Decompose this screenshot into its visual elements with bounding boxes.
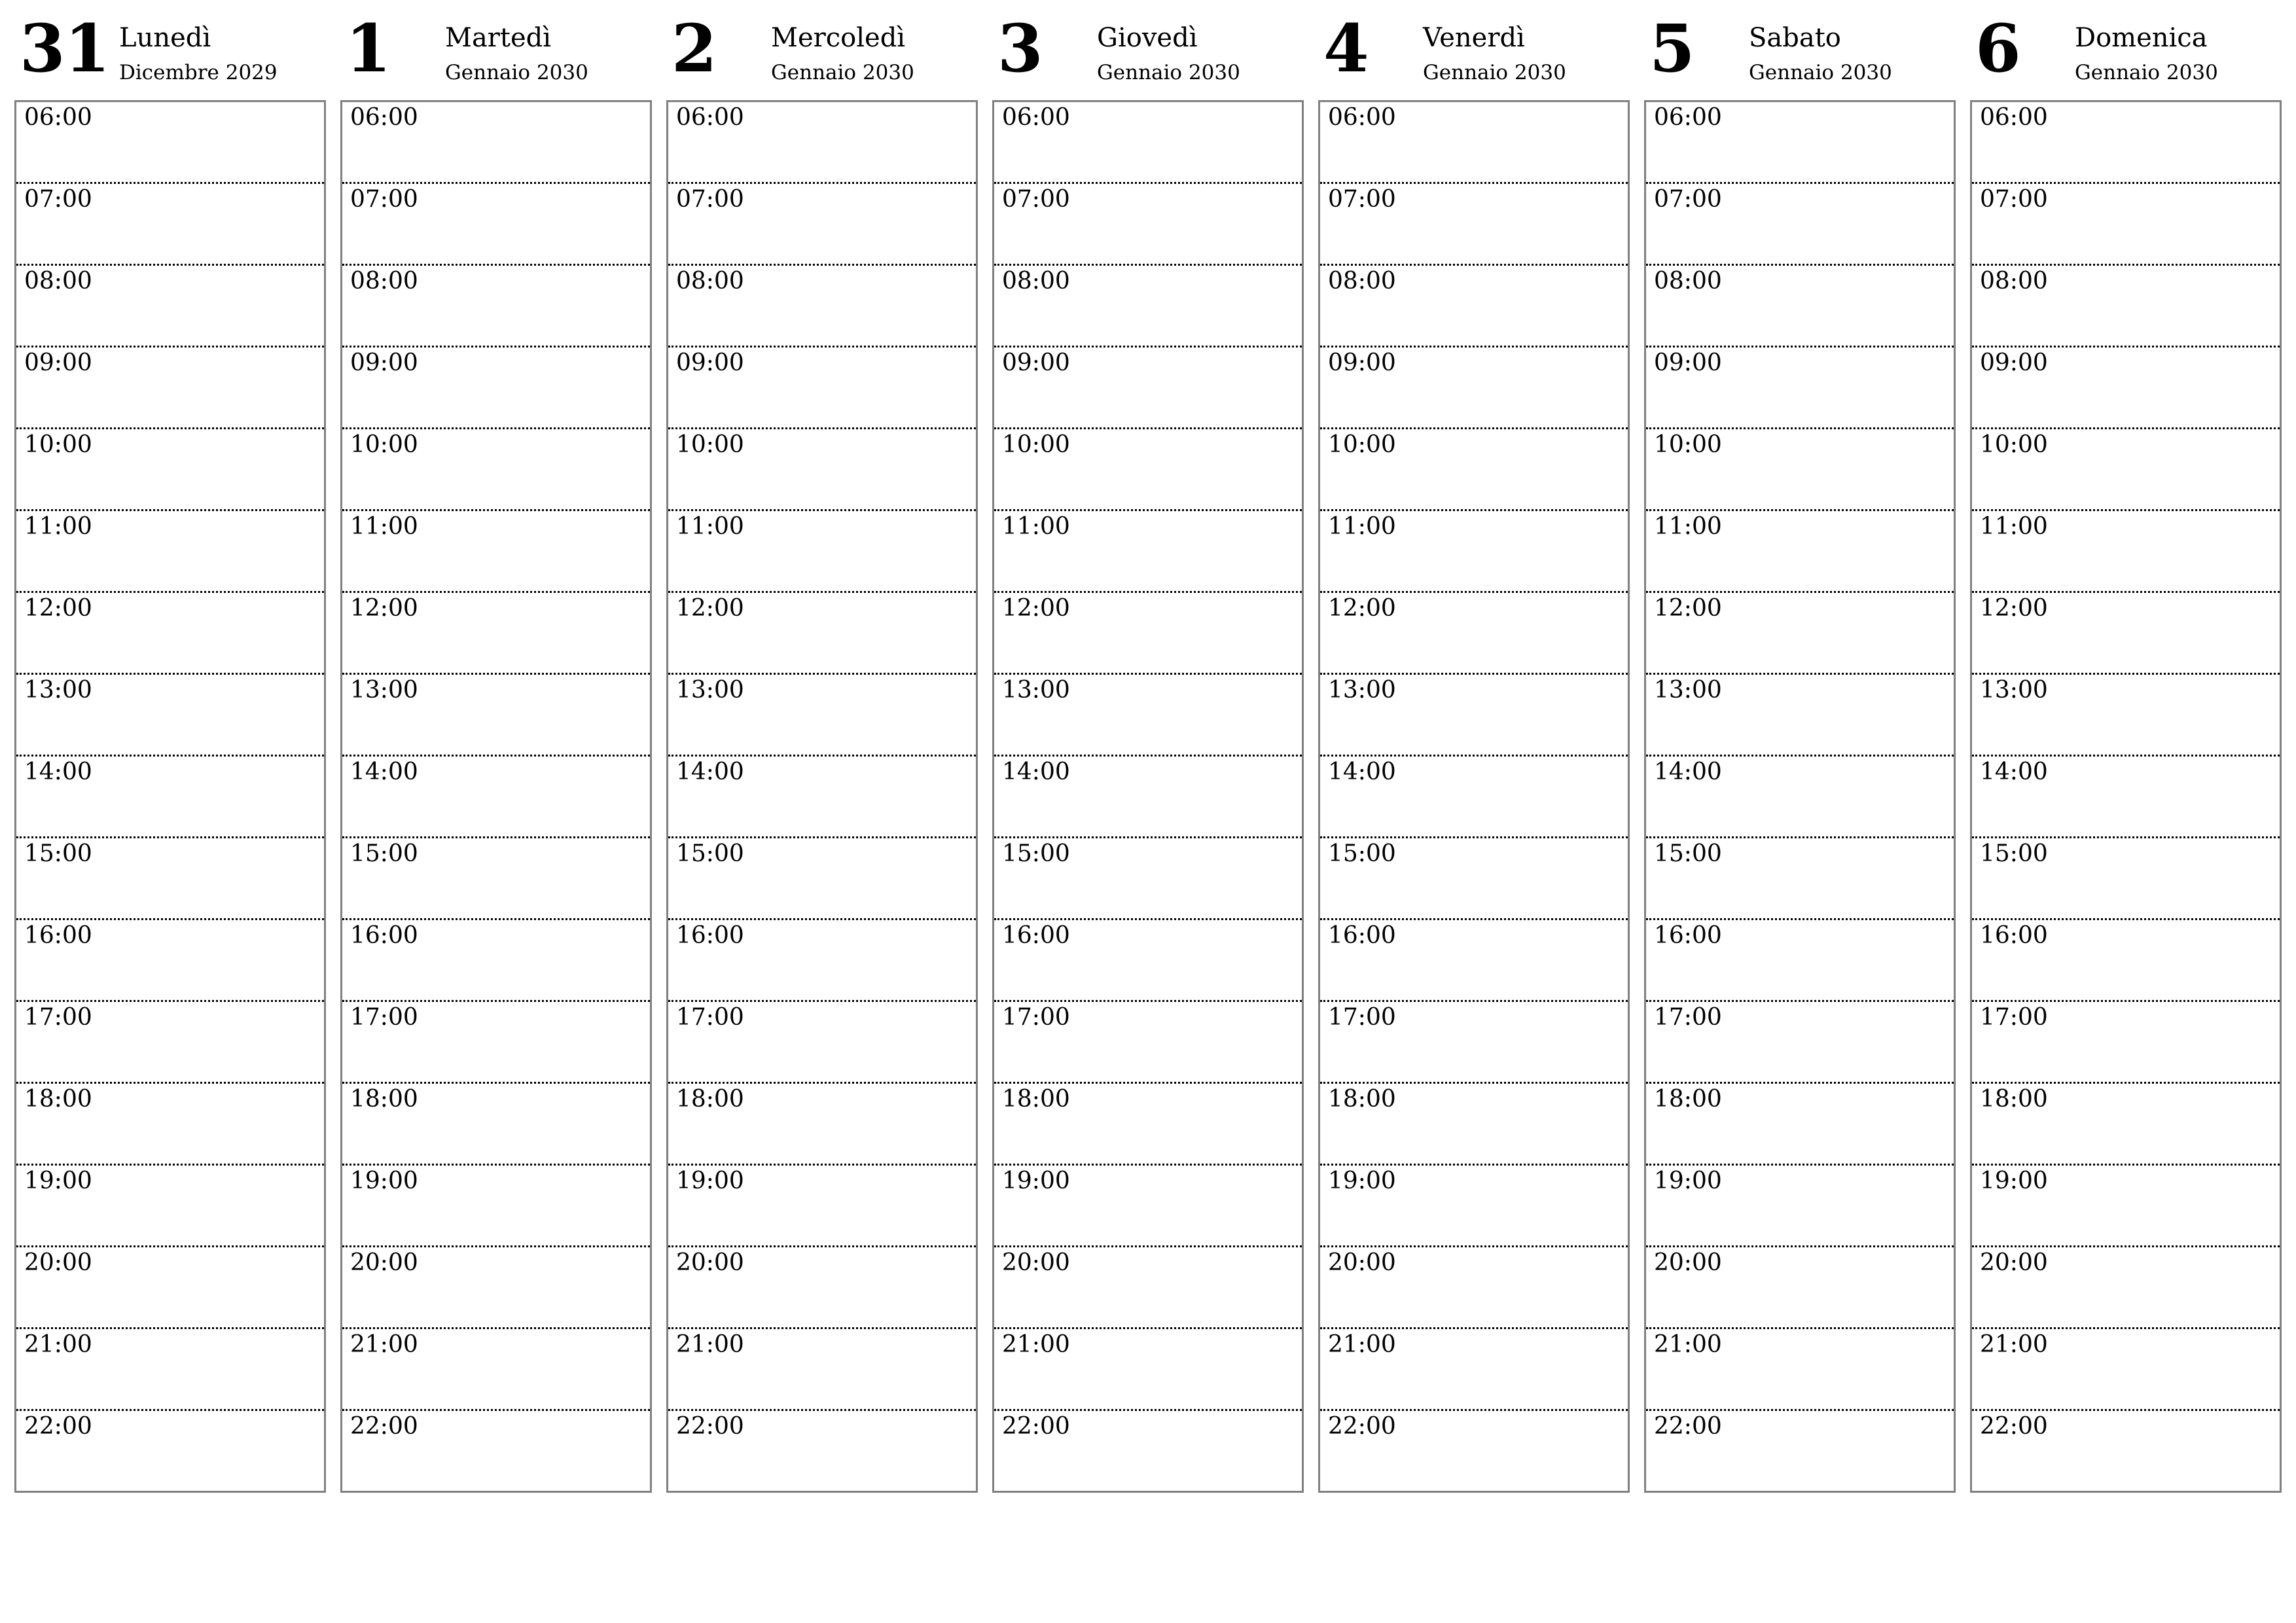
weekly-planner	[14, 0, 2296, 1505]
time-slot[interactable]	[342, 266, 650, 348]
time-label: 11:00	[1654, 513, 1722, 540]
time-slot[interactable]	[342, 102, 650, 184]
time-slot[interactable]	[16, 1166, 324, 1247]
time-label: 22:00	[350, 1413, 418, 1440]
time-slot[interactable]	[994, 1411, 1302, 1493]
time-slot[interactable]	[1320, 593, 1628, 675]
time-label: 13:00	[1654, 677, 1722, 704]
time-slot[interactable]	[994, 1002, 1302, 1084]
time-label: 21:00	[1654, 1331, 1722, 1358]
time-label: 09:00	[1002, 349, 1070, 376]
time-label: 12:00	[24, 595, 92, 622]
time-slot[interactable]	[668, 593, 976, 675]
time-label: 18:00	[24, 1086, 92, 1113]
month-label: Dicembre 2029	[119, 61, 278, 84]
time-label: 08:00	[1980, 268, 2048, 294]
day-header	[666, 0, 979, 98]
day-number: 3	[997, 10, 1043, 87]
time-label: 14:00	[1980, 758, 2048, 785]
time-slot[interactable]	[668, 1411, 976, 1493]
time-slot[interactable]	[1972, 1329, 2280, 1411]
time-slot[interactable]	[16, 920, 324, 1002]
day-schedule-box	[1970, 100, 2282, 1493]
time-label: 07:00	[350, 186, 418, 213]
time-label: 06:00	[1654, 104, 1722, 131]
time-slot[interactable]	[1972, 1166, 2280, 1247]
time-slot[interactable]	[1646, 593, 1954, 675]
day-number: 31	[20, 10, 110, 87]
time-label: 13:00	[1980, 677, 2048, 704]
time-slot[interactable]	[668, 757, 976, 838]
time-label: 06:00	[24, 104, 92, 131]
time-label: 20:00	[676, 1249, 744, 1276]
time-label: 13:00	[1002, 677, 1070, 704]
time-label: 15:00	[1328, 840, 1396, 867]
time-slot[interactable]	[1646, 675, 1954, 757]
time-label: 07:00	[1328, 186, 1396, 213]
time-label: 08:00	[1002, 268, 1070, 294]
day-schedule-box	[340, 100, 652, 1493]
time-label: 14:00	[676, 758, 744, 785]
month-label: Gennaio 2030	[445, 61, 588, 84]
time-slot[interactable]	[994, 102, 1302, 184]
time-label: 10:00	[676, 431, 744, 458]
time-slot[interactable]	[16, 593, 324, 675]
time-label: 12:00	[1654, 595, 1722, 622]
time-label: 10:00	[1002, 431, 1070, 458]
time-slot[interactable]	[16, 757, 324, 838]
day-column	[992, 0, 1305, 1505]
time-slot[interactable]	[1320, 757, 1628, 838]
time-slot[interactable]	[668, 102, 976, 184]
time-slot[interactable]	[1646, 102, 1954, 184]
time-slot[interactable]	[342, 838, 650, 920]
day-schedule-box	[666, 100, 978, 1493]
time-label: 16:00	[676, 922, 744, 949]
time-label: 15:00	[24, 840, 92, 867]
time-slot[interactable]	[1320, 511, 1628, 593]
time-slot[interactable]	[994, 757, 1302, 838]
time-label: 10:00	[1328, 431, 1396, 458]
time-label: 22:00	[1002, 1413, 1070, 1440]
time-label: 07:00	[1654, 186, 1722, 213]
time-slot[interactable]	[342, 1329, 650, 1411]
time-label: 20:00	[1654, 1249, 1722, 1276]
time-slot[interactable]	[1320, 1247, 1628, 1329]
time-label: 21:00	[676, 1331, 744, 1358]
day-number: 4	[1323, 10, 1369, 87]
time-slot[interactable]	[1972, 1411, 2280, 1493]
time-slot[interactable]	[1646, 1411, 1954, 1493]
day-name: Sabato	[1749, 23, 1841, 53]
time-label: 08:00	[1654, 268, 1722, 294]
time-label: 14:00	[1654, 758, 1722, 785]
time-label: 21:00	[1002, 1331, 1070, 1358]
day-name: Mercoledì	[771, 23, 906, 53]
time-label: 22:00	[1980, 1413, 2048, 1440]
time-slot[interactable]	[668, 184, 976, 266]
time-slot[interactable]	[1320, 920, 1628, 1002]
time-slot[interactable]	[1646, 838, 1954, 920]
time-slot[interactable]	[994, 429, 1302, 511]
time-slot[interactable]	[1320, 1166, 1628, 1247]
time-label: 22:00	[676, 1413, 744, 1440]
month-label: Gennaio 2030	[1097, 61, 1240, 84]
time-label: 17:00	[1980, 1004, 2048, 1031]
time-slot[interactable]	[668, 1329, 976, 1411]
time-slot[interactable]	[1646, 429, 1954, 511]
time-label: 21:00	[1328, 1331, 1396, 1358]
time-slot[interactable]	[1646, 1166, 1954, 1247]
day-schedule-box	[1318, 100, 1630, 1493]
day-name: Venerdì	[1423, 23, 1525, 53]
time-label: 21:00	[24, 1331, 92, 1358]
time-label: 08:00	[350, 268, 418, 294]
time-slot[interactable]	[16, 1247, 324, 1329]
time-slot[interactable]	[16, 266, 324, 348]
time-slot[interactable]	[668, 511, 976, 593]
time-label: 16:00	[24, 922, 92, 949]
time-label: 08:00	[24, 268, 92, 294]
time-label: 17:00	[24, 1004, 92, 1031]
time-slot[interactable]	[342, 1084, 650, 1166]
day-schedule-box	[14, 100, 326, 1493]
time-label: 19:00	[350, 1168, 418, 1194]
time-slot[interactable]	[16, 1329, 324, 1411]
time-slot[interactable]	[994, 1084, 1302, 1166]
time-slot[interactable]	[1972, 838, 2280, 920]
time-slot[interactable]	[1972, 675, 2280, 757]
time-slot[interactable]	[1320, 1084, 1628, 1166]
time-label: 20:00	[1328, 1249, 1396, 1276]
day-column	[1644, 0, 1957, 1505]
time-slot[interactable]	[1646, 757, 1954, 838]
time-label: 16:00	[1654, 922, 1722, 949]
time-label: 09:00	[1980, 349, 2048, 376]
time-slot[interactable]	[342, 593, 650, 675]
time-slot[interactable]	[1972, 1247, 2280, 1329]
time-label: 06:00	[1002, 104, 1070, 131]
time-label: 08:00	[1328, 268, 1396, 294]
time-label: 22:00	[24, 1413, 92, 1440]
time-slot[interactable]	[16, 675, 324, 757]
time-label: 11:00	[1980, 513, 2048, 540]
time-slot[interactable]	[1320, 429, 1628, 511]
time-slot[interactable]	[994, 1166, 1302, 1247]
time-slot[interactable]	[1646, 511, 1954, 593]
day-name: Domenica	[2075, 23, 2208, 53]
time-label: 19:00	[676, 1168, 744, 1194]
month-label: Gennaio 2030	[771, 61, 914, 84]
time-slot[interactable]	[1320, 348, 1628, 429]
time-slot[interactable]	[1972, 348, 2280, 429]
time-label: 07:00	[24, 186, 92, 213]
day-schedule-box	[992, 100, 1304, 1493]
time-slot[interactable]	[16, 838, 324, 920]
time-slot[interactable]	[1972, 429, 2280, 511]
time-slot[interactable]	[16, 348, 324, 429]
time-label: 06:00	[1980, 104, 2048, 131]
time-slot[interactable]	[342, 1166, 650, 1247]
day-name: Martedì	[445, 23, 552, 53]
time-label: 17:00	[1654, 1004, 1722, 1031]
time-label: 21:00	[1980, 1331, 2048, 1358]
month-label: Gennaio 2030	[2075, 61, 2218, 84]
time-slot[interactable]	[1972, 511, 2280, 593]
month-label: Gennaio 2030	[1423, 61, 1566, 84]
time-slot[interactable]	[16, 102, 324, 184]
time-label: 22:00	[1328, 1413, 1396, 1440]
time-label: 07:00	[676, 186, 744, 213]
time-label: 12:00	[1328, 595, 1396, 622]
time-label: 18:00	[1980, 1086, 2048, 1113]
time-label: 10:00	[350, 431, 418, 458]
time-label: 15:00	[1002, 840, 1070, 867]
time-slot[interactable]	[1646, 1084, 1954, 1166]
time-slot[interactable]	[1646, 1247, 1954, 1329]
time-slot[interactable]	[16, 184, 324, 266]
time-slot[interactable]	[1320, 1329, 1628, 1411]
time-label: 13:00	[24, 677, 92, 704]
day-column	[340, 0, 653, 1505]
time-label: 11:00	[350, 513, 418, 540]
time-slot[interactable]	[1646, 1002, 1954, 1084]
time-label: 17:00	[350, 1004, 418, 1031]
time-slot[interactable]	[994, 1247, 1302, 1329]
time-label: 15:00	[1980, 840, 2048, 867]
time-label: 20:00	[1002, 1249, 1070, 1276]
time-slot[interactable]	[668, 920, 976, 1002]
time-slot[interactable]	[1320, 675, 1628, 757]
time-slot[interactable]	[342, 675, 650, 757]
time-label: 18:00	[676, 1086, 744, 1113]
time-label: 10:00	[24, 431, 92, 458]
time-label: 09:00	[350, 349, 418, 376]
time-label: 22:00	[1654, 1413, 1722, 1440]
time-label: 20:00	[1980, 1249, 2048, 1276]
time-slot[interactable]	[342, 1002, 650, 1084]
time-label: 18:00	[350, 1086, 418, 1113]
time-slot[interactable]	[1320, 102, 1628, 184]
day-header	[1644, 0, 1957, 98]
time-label: 08:00	[676, 268, 744, 294]
time-label: 18:00	[1328, 1086, 1396, 1113]
time-slot[interactable]	[668, 1247, 976, 1329]
time-label: 15:00	[1654, 840, 1722, 867]
time-label: 19:00	[1002, 1168, 1070, 1194]
time-label: 10:00	[1654, 431, 1722, 458]
time-label: 16:00	[350, 922, 418, 949]
time-slot[interactable]	[994, 593, 1302, 675]
time-label: 13:00	[350, 677, 418, 704]
time-label: 09:00	[24, 349, 92, 376]
time-label: 19:00	[1654, 1168, 1722, 1194]
time-label: 15:00	[676, 840, 744, 867]
time-label: 14:00	[1328, 758, 1396, 785]
time-label: 12:00	[676, 595, 744, 622]
time-slot[interactable]	[1646, 920, 1954, 1002]
time-slot[interactable]	[1972, 1002, 2280, 1084]
time-label: 06:00	[676, 104, 744, 131]
time-slot[interactable]	[668, 1002, 976, 1084]
time-slot[interactable]	[994, 184, 1302, 266]
day-column	[14, 0, 327, 1505]
time-slot[interactable]	[1972, 593, 2280, 675]
time-label: 15:00	[350, 840, 418, 867]
day-column	[1970, 0, 2283, 1505]
day-header	[14, 0, 327, 98]
time-slot[interactable]	[342, 511, 650, 593]
time-slot[interactable]	[1972, 184, 2280, 266]
time-label: 20:00	[24, 1249, 92, 1276]
time-slot[interactable]	[994, 675, 1302, 757]
time-slot[interactable]	[1646, 1329, 1954, 1411]
month-label: Gennaio 2030	[1749, 61, 1892, 84]
day-name: Lunedì	[119, 23, 211, 53]
time-slot[interactable]	[342, 429, 650, 511]
time-slot[interactable]	[1646, 348, 1954, 429]
day-name: Giovedì	[1097, 23, 1198, 53]
time-label: 12:00	[1002, 595, 1070, 622]
time-slot[interactable]	[668, 1084, 976, 1166]
time-label: 07:00	[1980, 186, 2048, 213]
day-number: 6	[1975, 10, 2020, 87]
time-label: 12:00	[1980, 595, 2048, 622]
time-slot[interactable]	[994, 266, 1302, 348]
time-slot[interactable]	[1972, 757, 2280, 838]
time-label: 20:00	[350, 1249, 418, 1276]
time-slot[interactable]	[1972, 920, 2280, 1002]
time-slot[interactable]	[668, 348, 976, 429]
time-label: 13:00	[676, 677, 744, 704]
time-label: 19:00	[1980, 1168, 2048, 1194]
time-slot[interactable]	[1972, 102, 2280, 184]
time-slot[interactable]	[1320, 1411, 1628, 1493]
time-label: 06:00	[1328, 104, 1396, 131]
time-label: 17:00	[676, 1004, 744, 1031]
time-label: 16:00	[1002, 922, 1070, 949]
time-slot[interactable]	[1320, 266, 1628, 348]
time-label: 11:00	[1328, 513, 1396, 540]
day-header	[992, 0, 1305, 98]
time-slot[interactable]	[994, 838, 1302, 920]
time-label: 11:00	[24, 513, 92, 540]
time-label: 13:00	[1328, 677, 1396, 704]
time-slot[interactable]	[994, 920, 1302, 1002]
time-label: 14:00	[350, 758, 418, 785]
time-label: 17:00	[1002, 1004, 1070, 1031]
time-label: 18:00	[1654, 1086, 1722, 1113]
time-slot[interactable]	[668, 1166, 976, 1247]
time-slot[interactable]	[668, 675, 976, 757]
time-label: 16:00	[1328, 922, 1396, 949]
time-slot[interactable]	[16, 511, 324, 593]
time-label: 11:00	[676, 513, 744, 540]
time-slot[interactable]	[342, 184, 650, 266]
time-slot[interactable]	[16, 1084, 324, 1166]
time-slot[interactable]	[1646, 184, 1954, 266]
time-label: 11:00	[1002, 513, 1070, 540]
time-slot[interactable]	[342, 1411, 650, 1493]
time-slot[interactable]	[16, 429, 324, 511]
time-slot[interactable]	[342, 920, 650, 1002]
time-slot[interactable]	[668, 838, 976, 920]
day-column	[666, 0, 979, 1505]
time-label: 09:00	[1654, 349, 1722, 376]
time-label: 16:00	[1980, 922, 2048, 949]
time-slot[interactable]	[342, 757, 650, 838]
time-slot[interactable]	[1972, 1084, 2280, 1166]
time-label: 21:00	[350, 1331, 418, 1358]
time-label: 12:00	[350, 595, 418, 622]
time-slot[interactable]	[668, 429, 976, 511]
time-slot[interactable]	[1320, 1002, 1628, 1084]
day-header	[340, 0, 653, 98]
time-label: 09:00	[1328, 349, 1396, 376]
day-number: 1	[346, 10, 391, 87]
time-label: 09:00	[676, 349, 744, 376]
time-label: 19:00	[1328, 1168, 1396, 1194]
time-label: 14:00	[24, 758, 92, 785]
time-slot[interactable]	[668, 266, 976, 348]
time-slot[interactable]	[16, 1411, 324, 1493]
time-label: 17:00	[1328, 1004, 1396, 1031]
time-slot[interactable]	[342, 348, 650, 429]
time-slot[interactable]	[994, 348, 1302, 429]
day-column	[1318, 0, 1631, 1505]
time-label: 07:00	[1002, 186, 1070, 213]
time-slot[interactable]	[1972, 266, 2280, 348]
time-label: 10:00	[1980, 431, 2048, 458]
time-slot[interactable]	[342, 1247, 650, 1329]
day-number: 2	[672, 10, 717, 87]
time-slot[interactable]	[1646, 266, 1954, 348]
day-header	[1318, 0, 1631, 98]
time-label: 18:00	[1002, 1086, 1070, 1113]
day-header	[1970, 0, 2283, 98]
day-number: 5	[1649, 10, 1695, 87]
time-slot[interactable]	[1320, 184, 1628, 266]
time-slot[interactable]	[994, 511, 1302, 593]
time-slot[interactable]	[16, 1002, 324, 1084]
time-label: 19:00	[24, 1168, 92, 1194]
time-label: 06:00	[350, 104, 418, 131]
time-label: 14:00	[1002, 758, 1070, 785]
time-slot[interactable]	[994, 1329, 1302, 1411]
time-slot[interactable]	[1320, 838, 1628, 920]
day-schedule-box	[1644, 100, 1956, 1493]
